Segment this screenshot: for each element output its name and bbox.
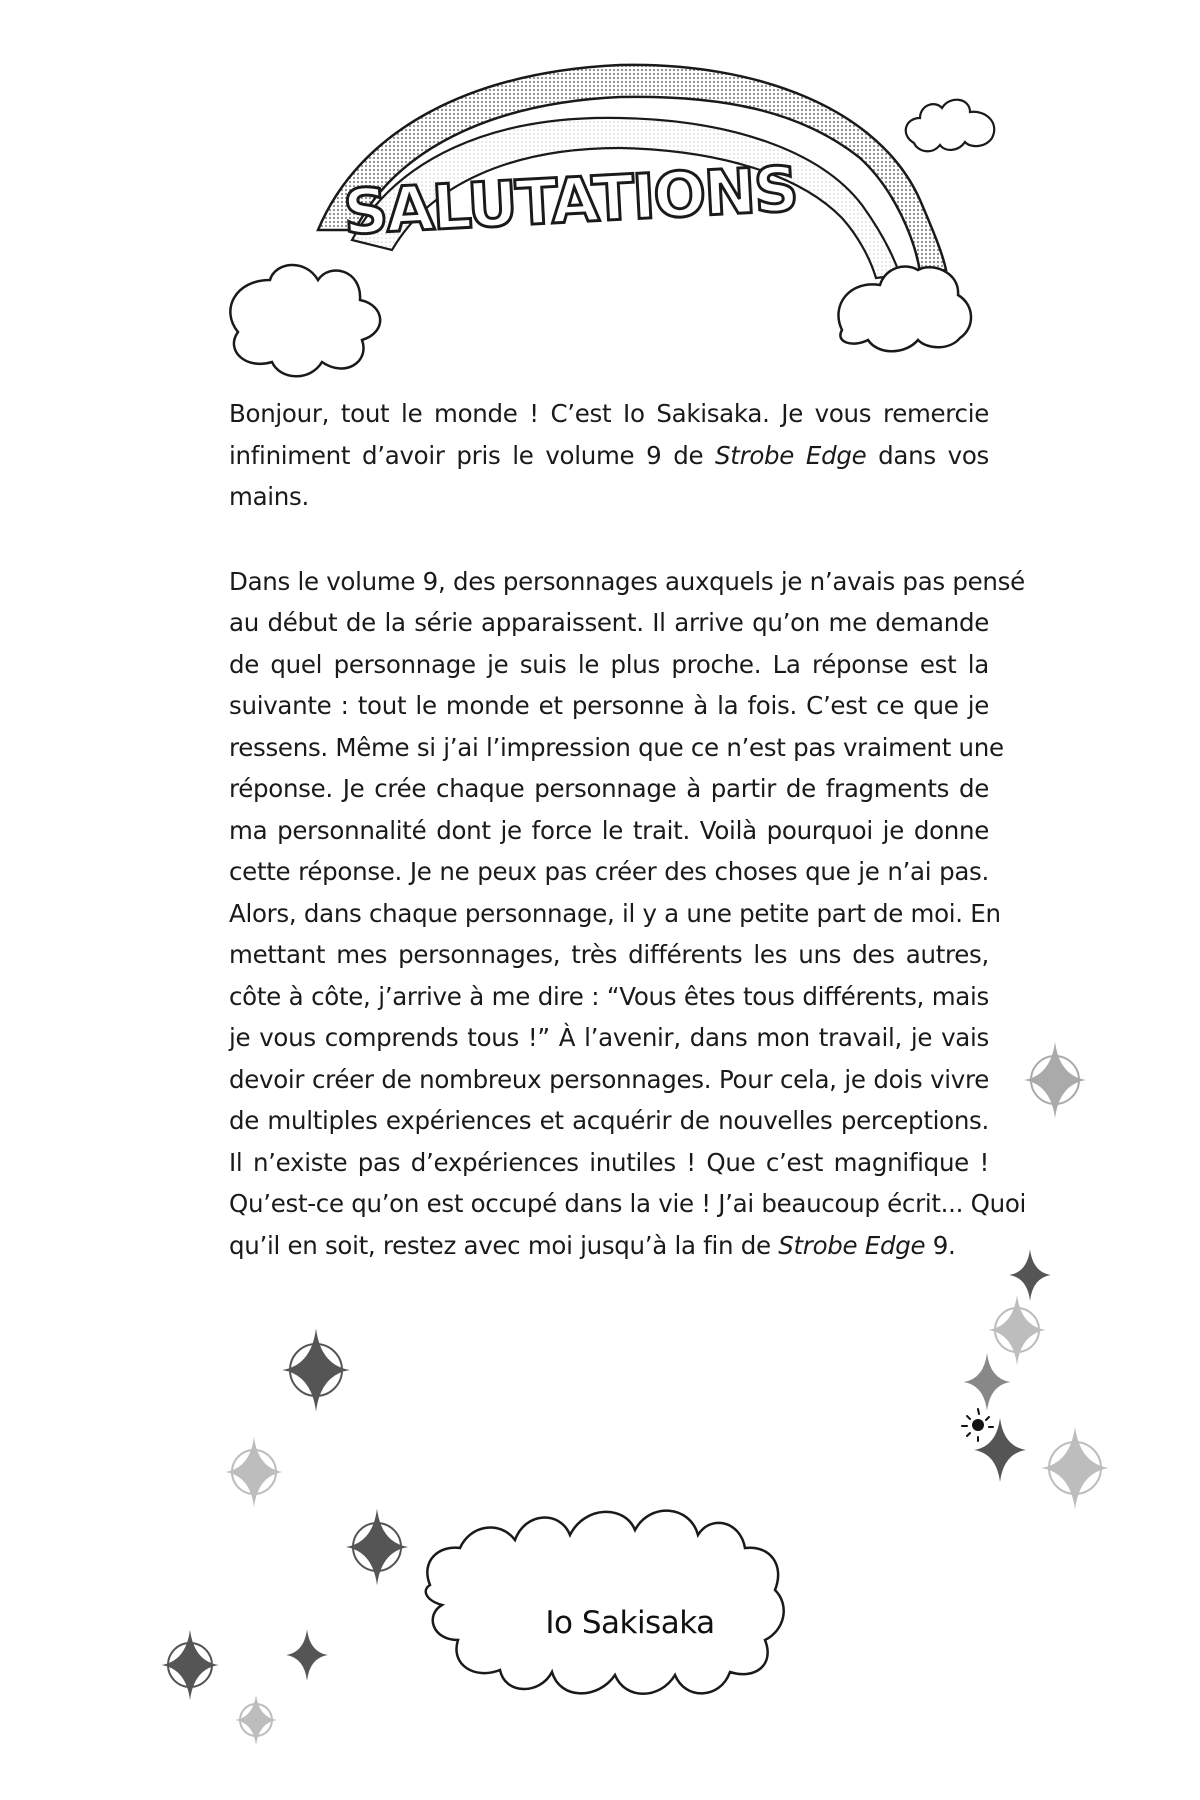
sparkle-icon xyxy=(1024,1042,1086,1119)
intro-italic-title: Strobe Edge xyxy=(715,440,867,470)
body-line: mettant mes personnages, très différents les uns des autres, xyxy=(229,940,989,969)
body-line: côte à côte, j’arrive à me dire : “Vous êtes tous différents, mais xyxy=(229,981,989,1011)
body-line: je vous comprends tous !” À l’avenir, dans mon travail, je vais xyxy=(229,1023,989,1052)
cloud-icon xyxy=(838,266,971,351)
body-line: Dans le volume 9, des personnages auxquels je n’avais pas pensé xyxy=(229,566,1025,596)
sparkle-icon xyxy=(286,1629,328,1680)
intro-line-2-start: infiniment d’avoir pris le volume 9 de xyxy=(229,440,716,470)
signature-name: Io Sakisaka xyxy=(545,1605,715,1641)
body-line: de quel personnage je suis le plus proche. La réponse est la xyxy=(229,649,989,679)
last-line-end: 9. xyxy=(925,1230,956,1260)
signature-cloud xyxy=(426,1511,784,1694)
body-line: au début de la série apparaissent. Il arrive qu’on me demande xyxy=(229,608,989,637)
page-title: SALUTATIONS xyxy=(341,152,799,249)
body-line: ressens. Même si j’ai l’impression que ce n’est pas vraiment une xyxy=(229,732,1004,762)
body-line: cette réponse. Je ne peux pas créer des choses que je n’ai pas. xyxy=(229,857,989,886)
letter-text xyxy=(229,393,1027,1266)
sparkle-icon xyxy=(282,1328,350,1411)
body-line: suivante : tout le monde et personne à la fois. C’est ce que je xyxy=(229,691,989,720)
body-line: devoir créer de nombreux personnages. Pour cela, je dois vivre xyxy=(229,1064,989,1094)
sparkle-icon xyxy=(346,1509,408,1586)
intro-line-2 xyxy=(229,435,989,477)
sun-icon xyxy=(958,1405,998,1445)
body-line: de multiples expériences et acquérir de nouvelles perceptions. xyxy=(229,1106,989,1135)
body-line: ma personnalité dont je force le trait. Voilà pourquoi je donne xyxy=(229,815,989,845)
sparkle-icon xyxy=(988,1295,1045,1365)
body-paragraph xyxy=(229,561,1027,1225)
sparkle-icon xyxy=(161,1630,218,1700)
sparkle-icon xyxy=(964,1353,1011,1411)
intro-line-3: mains. xyxy=(229,482,309,511)
sparkle-icon xyxy=(235,1694,277,1745)
salutations-title-art xyxy=(342,152,799,249)
cloud-icon xyxy=(230,265,380,376)
last-line-italic-title: Strobe Edge xyxy=(778,1230,926,1260)
last-line-start: qu’il en soit, restez avec moi jusqu’à la fin de xyxy=(229,1230,779,1260)
cloud-icon xyxy=(906,100,994,152)
intro-line-2-end: dans vos xyxy=(866,440,989,470)
sparkle-icon xyxy=(225,1437,282,1507)
body-last-line xyxy=(229,1225,989,1267)
intro-line-1: Bonjour, tout le monde ! C’est Io Sakisaka. Je vous remercie xyxy=(229,399,989,428)
body-line: réponse. Je crée chaque personnage à partir de fragments de xyxy=(229,774,989,803)
body-line: Il n’existe pas d’expériences inutiles ! Que c’est magnifique ! xyxy=(229,1147,989,1177)
sparkle-icon xyxy=(1041,1426,1109,1509)
body-line: Qu’est-ce qu’on est occupé dans la vie ! J’ai beaucoup écrit... Quoi xyxy=(229,1189,1027,1218)
body-line: Alors, dans chaque personnage, il y a une petite part de moi. En xyxy=(229,898,1001,928)
sparkle-icon xyxy=(1009,1249,1051,1300)
